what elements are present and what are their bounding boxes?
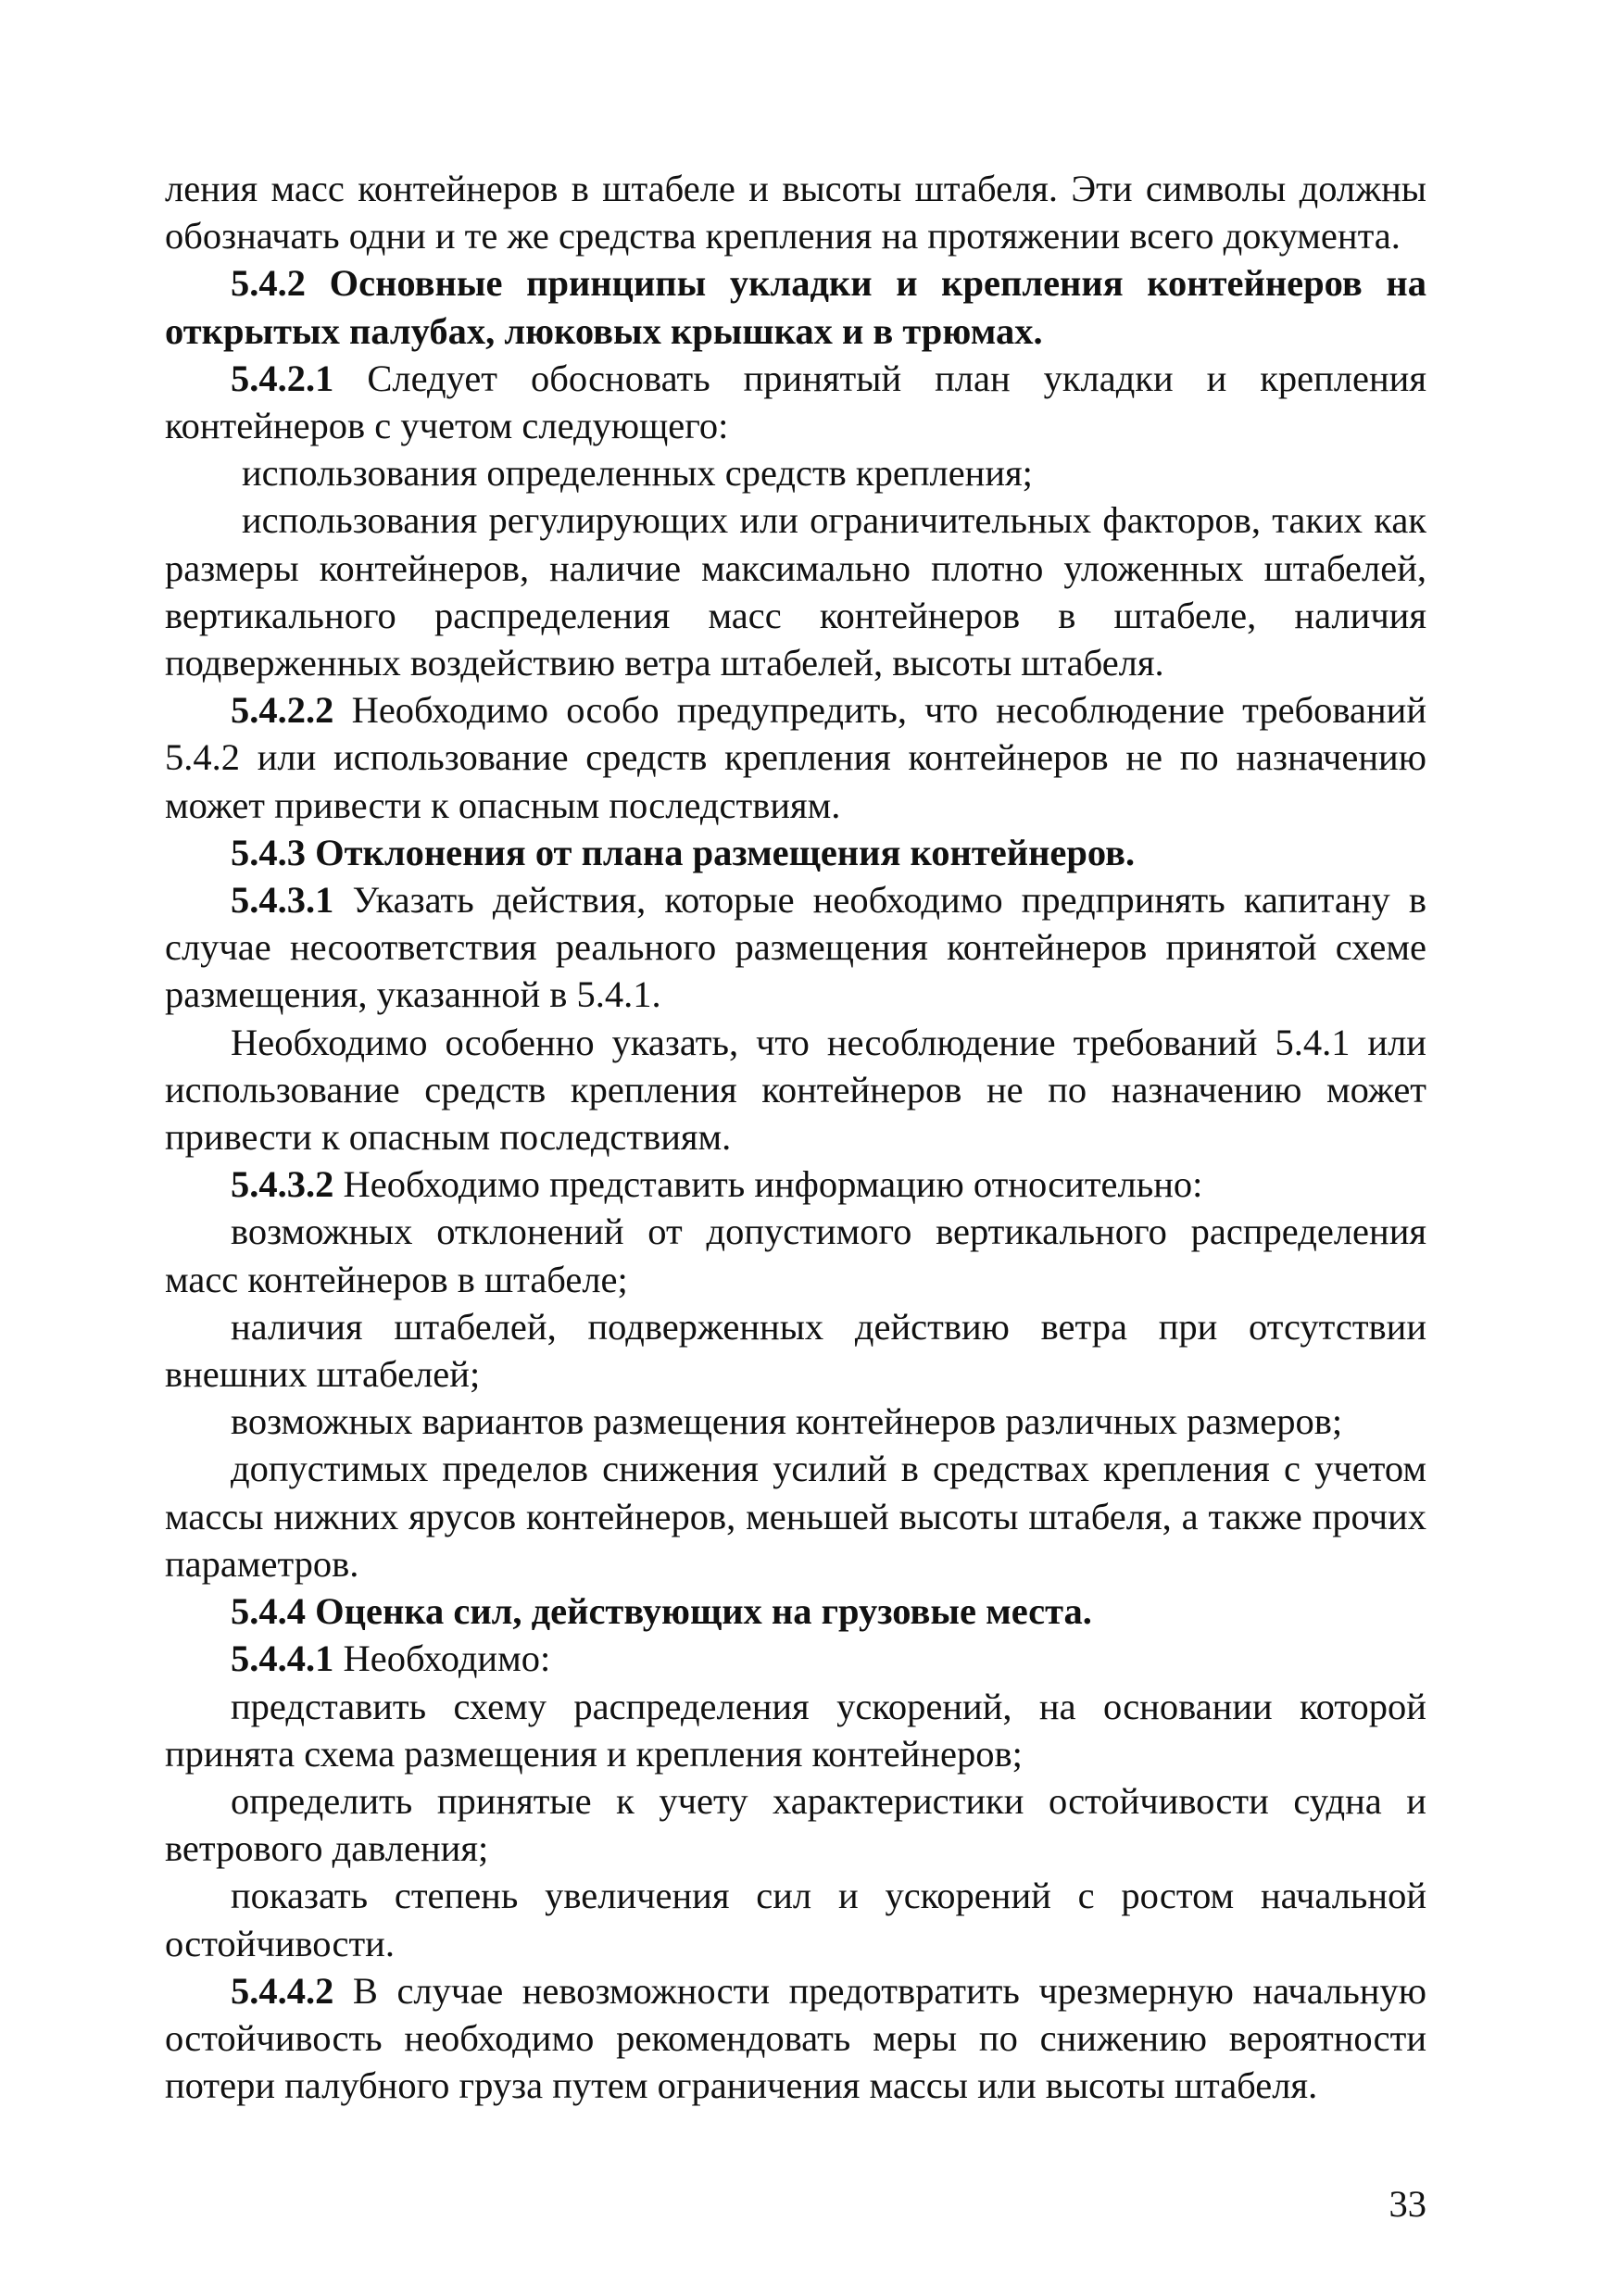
clause-number: 5.4.2.2 — [231, 689, 334, 732]
body-text — [165, 165, 1426, 2109]
clause-number: 5.4.2.1 — [231, 357, 334, 399]
clause-text: В случае невозможности предотвратить чрезмерную начальную остойчивость необходимо рекомендовать меры по снижению вероятности потери палубного груза путем ограничения массы или высоты штабеля. — [165, 1969, 1426, 2107]
paragraph-5-4-2-2 — [165, 686, 1426, 829]
clause-number: 5.4.4.2 — [231, 1969, 334, 2012]
clause-text: Указать действия, которые необходимо предпринять капитану в случае несоответствия реального размещения контейнеров принятой схеме размещения, указанной в 5.4.1. — [165, 879, 1426, 1016]
paragraph-5-4-2-1 — [165, 355, 1426, 449]
clause-number: 5.4.3.2 — [231, 1163, 334, 1206]
paragraph-text: Необходимо особенно указать, что несоблюдение требований 5.4.1 или использование средств крепления контейнеров не по назначению может привести к опасным последствиям. — [165, 1021, 1426, 1159]
clause-number: 5.4.4.1 — [231, 1637, 334, 1680]
section-heading-5-4-3: 5.4.3 Отклонения от плана размещения контейнеров. — [231, 831, 1136, 873]
list-item: определить принятые к учету характеристики остойчивости судна и ветрового давления; — [165, 1779, 1426, 1870]
paragraph-continuation: ления масс контейнеров в штабеле и высоты штабеля. Эти символы должны обозначать одни и те же средства крепления на протяжении всего документа. — [165, 168, 1426, 257]
list-item: допустимых пределов снижения усилий в средствах крепления с учетом массы нижних ярусов контейнеров, меньшей высоты штабеля, а также прочих параметров. — [165, 1448, 1426, 1585]
paragraph-5-4-4-1 — [165, 1635, 1426, 1682]
paragraph-5-4-3-1 — [165, 876, 1426, 1019]
list-item: возможных вариантов размещения контейнеров различных размеров; — [231, 1400, 1343, 1443]
list-item: представить схему распределения ускорений, на основании которой принята схема размещения и крепления контейнеров; — [165, 1685, 1426, 1775]
clause-text: Необходимо представить информацию относительно: — [333, 1163, 1203, 1206]
clause-text: Необходимо особо предупредить, что несоблюдение требований 5.4.2 или использование средств крепления контейнеров не по назначению может привести к опасным последствиям. — [165, 689, 1426, 826]
list-item: использования определенных средств крепления; — [242, 452, 1033, 495]
clause-text: Необходимо: — [333, 1637, 551, 1680]
paragraph-5-4-3-2 — [165, 1161, 1426, 1208]
list-item: показать степень увеличения сил и ускорений с ростом начальной остойчивости. — [165, 1875, 1426, 1964]
list-item: использования регулирующих или ограничительных факторов, таких как размеры контейнеров, наличие максимально плотно уложенных штабелей, вертикального распределения масс контейнеров в штабеле, наличия подверженных воздействию ветра штабелей, высоты штабеля. — [165, 499, 1426, 684]
clause-number: 5.4.3.1 — [231, 879, 334, 922]
section-heading-5-4-4: 5.4.4 Оценка сил, действующих на грузовые места. — [231, 1590, 1092, 1633]
section-heading-5-4-2: 5.4.2 Основные принципы укладки и крепления контейнеров на открытых палубах, люковых крышках и в трюмах. — [165, 262, 1426, 352]
clause-text: Следует обосновать принятый план укладки и крепления контейнеров с учетом следующего: — [165, 357, 1426, 447]
list-item: наличия штабелей, подверженных действию ветра при отсутствии внешних штабелей; — [165, 1305, 1426, 1396]
list-item: возможных отклонений от допустимого вертикального распределения масс контейнеров в штабеле; — [165, 1211, 1426, 1300]
paragraph-5-4-4-2 — [165, 1967, 1426, 2110]
page-number: 33 — [1389, 2183, 1426, 2225]
